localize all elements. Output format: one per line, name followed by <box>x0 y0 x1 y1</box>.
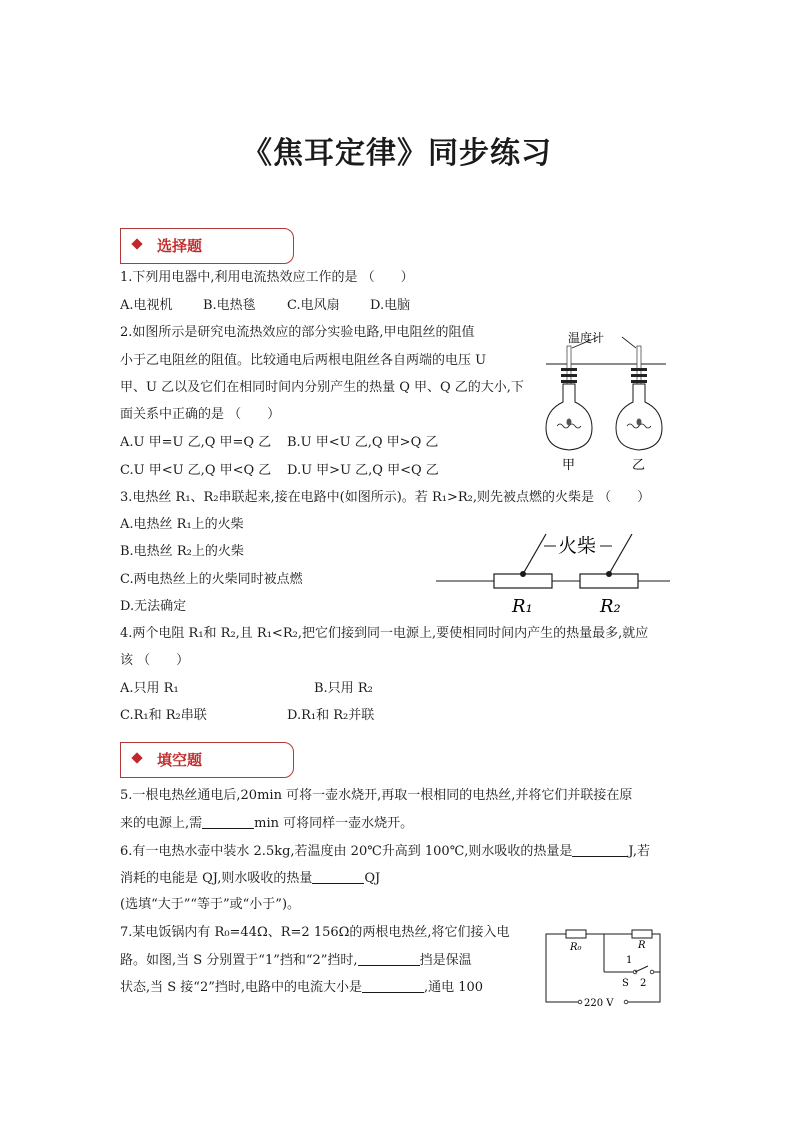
question-2-option-a: A.U 甲=U 乙,Q 甲=Q 乙 <box>120 435 272 450</box>
question-4-line-2: 该 （ ） <box>120 653 190 668</box>
series-resistors-figure <box>432 526 674 618</box>
section-title-choice: 选择题 <box>157 237 203 255</box>
question-4-line-1: 4.两个电阻 R₁和 R₂,且 R₁<R₂,把它们接到同一电源上,要使相同时间内产生的热量最多,就应 <box>120 626 649 641</box>
question-1-option-c: C.电风扇 <box>287 298 340 313</box>
diamond-icon <box>131 238 142 249</box>
rice-cooker-circuit-figure <box>540 924 672 1012</box>
question-6-line-1: 6.有一电热水壶中装水 2.5kg,若温度由 20℃升高到 100℃,则水吸收的热量是 J,若 <box>120 844 650 859</box>
question-6-line-2: 消耗的电能是 QJ,则水吸收的热量 QJ <box>120 871 381 886</box>
thermometer-bulbs-figure <box>540 324 670 474</box>
question-4-option-c: C.R₁和 R₂串联 <box>120 708 207 723</box>
resistor-r1-label: R₁ <box>512 596 533 617</box>
match-left-icon <box>523 534 546 574</box>
question-3-option-c: C.两电热丝上的火柴同时被点燃 <box>120 572 303 587</box>
resistor-r-label: R <box>638 940 646 951</box>
question-4-option-a: A.只用 R₁ <box>120 681 179 696</box>
question-1-option-d: D.电脑 <box>370 298 411 313</box>
resistor-r0 <box>566 930 586 938</box>
switch-pos-1-label: 1 <box>626 955 633 966</box>
bulb-right-label: 乙 <box>632 458 646 473</box>
question-2-option-b: B.U 甲<U 乙,Q 甲>Q 乙 <box>287 435 439 450</box>
switch-pos-2-label: 2 <box>640 978 647 989</box>
question-7-line-3: 状态,当 S 接“2”挡时,电路中的电流大小是 ,通电 100 <box>120 980 484 995</box>
question-2-line-3: 甲、U 乙以及它们在相同时间内分别产生的热量 Q 甲、Q 乙的大小,下 <box>120 380 524 395</box>
resistor-r0-label: R₀ <box>570 942 582 953</box>
question-3-stem: 3.电热丝 R₁、R₂串联起来,接在电路中(如图所示)。若 R₁>R₂,则先被点燃的火柴是 （ ） <box>120 490 651 505</box>
question-7-line-2: 路。如图,当 S 分别置于“1”挡和“2”挡时, 挡是保温 <box>120 953 472 968</box>
bulb-left-icon <box>546 346 592 450</box>
question-1-option-a: A.电视机 <box>120 298 173 313</box>
question-1-stem: 1.下列用电器中,利用电流热效应工作的是 （ ） <box>120 270 414 285</box>
thermometer-label: 温度计 <box>568 331 605 345</box>
resistor-r2-label: R₂ <box>600 596 621 617</box>
answer-blank[interactable] <box>312 869 364 884</box>
bulb-right-icon <box>616 346 662 450</box>
question-3-option-b: B.电热丝 R₂上的火柴 <box>120 544 244 559</box>
switch-label: S <box>622 978 629 989</box>
section-title-fill: 填空题 <box>157 751 203 769</box>
resistor-r <box>632 930 652 938</box>
section-header-fill <box>120 742 294 778</box>
question-2-line-1: 2.如图所示是研究电流热效应的部分实验电路,甲电阻丝的阻值 <box>120 325 475 340</box>
question-2-line-4: 面关系中正确的是 （ ） <box>120 407 281 422</box>
voltage-label: 220 V <box>584 998 614 1009</box>
section-header-choice <box>120 228 294 264</box>
answer-blank[interactable] <box>572 842 628 857</box>
question-5-line-2: 来的电源上,需 min 可将同样一壶水烧开。 <box>120 816 414 831</box>
question-4-option-d: D.R₁和 R₂并联 <box>287 708 375 723</box>
bulb-left-label: 甲 <box>562 458 576 473</box>
question-3-option-d: D.无法确定 <box>120 599 187 614</box>
answer-blank[interactable] <box>358 951 420 966</box>
match-right-icon <box>609 534 632 574</box>
page-title: 《焦耳定律》同步练习 <box>242 136 552 171</box>
match-label: 火柴 <box>558 535 597 557</box>
question-7-line-1: 7.某电饭锅内有 R₀=44Ω、R=2 156Ω的两根电热丝,将它们接入电 <box>120 925 510 940</box>
diamond-icon <box>131 752 142 763</box>
question-6-line-3: (选填“大于”“等于”或“小于”)。 <box>120 897 301 912</box>
switch-icon <box>635 966 648 972</box>
answer-blank[interactable] <box>362 978 424 993</box>
question-4-option-b: B.只用 R₂ <box>314 681 373 696</box>
question-2-line-2: 小于乙电阻丝的阻值。比较通电后两根电阻丝各自两端的电压 U <box>120 353 487 368</box>
question-1-option-b: B.电热毯 <box>203 298 256 313</box>
question-5-line-1: 5.一根电热丝通电后,20min 可将一壶水烧开,再取一根相同的电热丝,并将它们并联接在原 <box>120 788 633 803</box>
question-3-option-a: A.电热丝 R₁上的火柴 <box>120 517 244 532</box>
answer-blank[interactable] <box>202 814 254 829</box>
question-2-option-d: D.U 甲>U 乙,Q 甲<Q 乙 <box>287 463 439 478</box>
question-2-option-c: C.U 甲<U 乙,Q 甲<Q 乙 <box>120 463 272 478</box>
